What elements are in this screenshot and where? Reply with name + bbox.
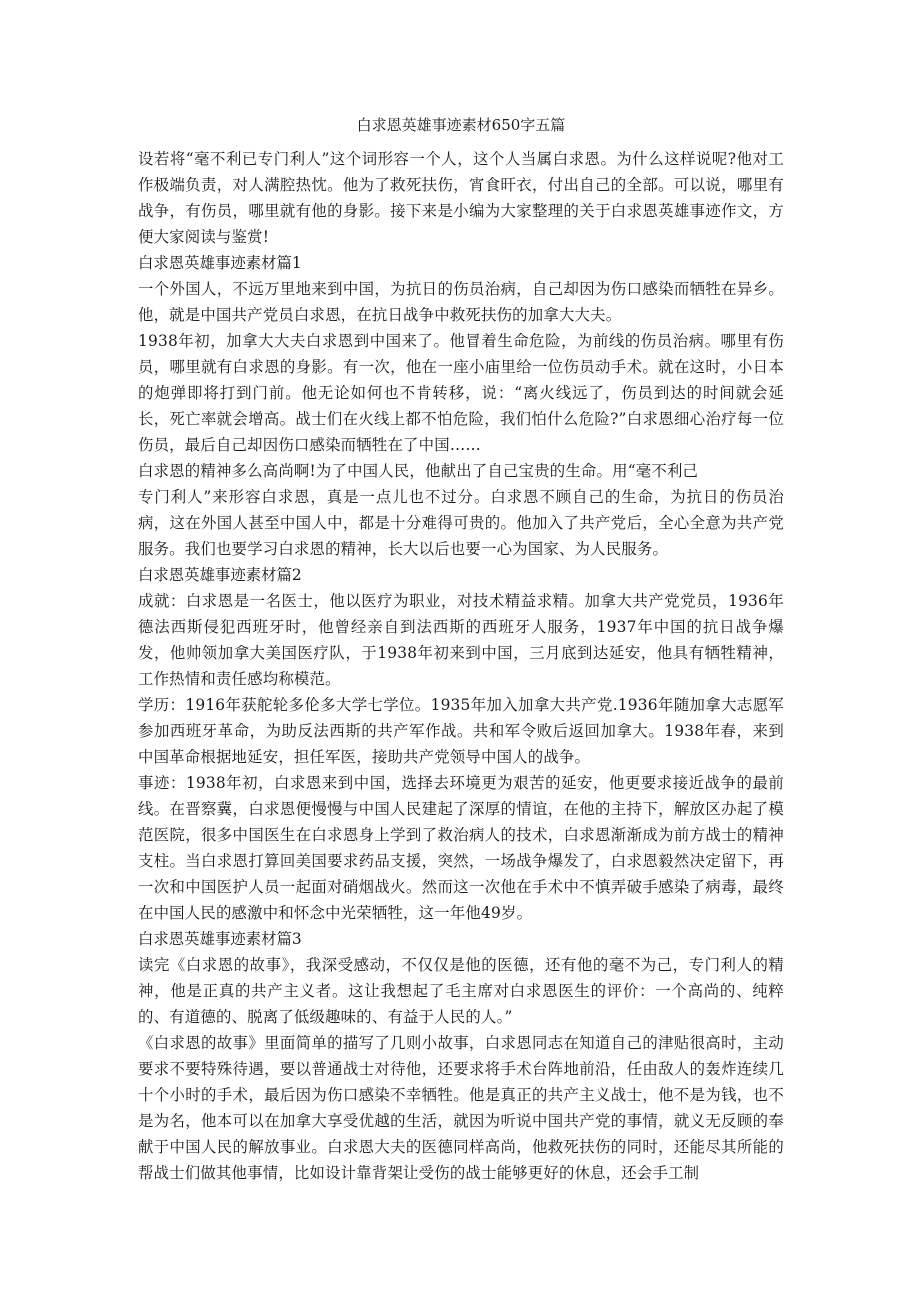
section-1-paragraph-1: 一个外国人，不远万里地来到中国，为抗日的伤员治病，自己却因为伤口感染而牺牲在异乡。他，就是中国共产党员白求恩，在抗日战争中救死扶伤的加拿大大夫。 — [138, 280, 784, 324]
section-2-paragraph-2: 学历：1916年获舵轮多伦多大学七学位。1935年加入加拿大共产党.1936年随加拿大志愿军参加西班牙革命，为助反法西斯的共产军作战。共和军令败后返回加拿大。1938年春，来到中国革命根据地延安，担任军医，接助共产党领导中国人的战争。 — [138, 696, 784, 766]
section-heading-3: 白求恩英雄事迹素材篇3 — [138, 930, 302, 948]
section-3-paragraph-1: 读完《白求恩的故事》，我深受感动，不仅仅是他的医德，还有他的毫不为己，专门利人的精神，他是正真的共产主义者。这让我想起了毛主席对白求恩医生的评价：一个高尚的、纯粹的、有道德的、脱离了低级趣味的、有益于人民的人。” — [138, 956, 784, 1026]
section-heading-1: 白求恩英雄事迹素材篇1 — [138, 254, 302, 272]
intro-paragraph: 设若将“毫不利已专门利人”这个词形容一个人，这个人当属白求恩。为什么这样说呢?他对工作极端负责，对人满腔热忱。他为了救死扶伤，宵食旰衣，付出自己的全部。可以说，哪里有战争，有伤员，哪里就有他的身影。接下来是小编为大家整理的关于白求恩英雄事迹作文，方便大家阅读与鉴赏! — [138, 150, 784, 246]
section-2-paragraph-3: 事迹：1938年初，白求恩来到中国，选择去环境更为艰苦的延安，他更要求接近战争的最前线。在晋察冀，白求恩便慢慢与中国人民建起了深厚的情谊，在他的主持下，解放区办起了模范医院，很多中国医生在白求恩身上学到了救治病人的技术，白求恩渐渐成为前方战士的精神支柱。当白求恩打算回美国要求药品支援，突然，一场战争爆发了，白求恩毅然决定留下，再一次和中国医护人员一起面对硝烟战火。然而这一次他在手术中不慎弄破手感染了病毒，最终在中国人民的感激中和怀念中光荣牺牲，这一年他49岁。 — [138, 774, 784, 922]
section-3-paragraph-2: 《白求恩的故事》里面简单的描写了几则小故事，白求恩同志在知道自己的津贴很高时，主动要求不要特殊待遇，要以普通战士对待他，还要求将手术台阵地前沿，任由敌人的轰炸连续几十个小时的手术，最后因为伤口感染不幸牺牲。他是真正的共产主义战士，他不是为钱，也不是为名，他本可以在加拿大享受优越的生活，就因为听说中国共产党的事情，就义无反顾的奉献于中国人民的解放事业。白求恩大夫的医德同样高尚，他救死扶伤的同时，还能尽其所能的帮战士们做其他事情，比如设计靠背架让受伤的战士能够更好的休息，还会手工制 — [138, 1034, 784, 1182]
section-2-paragraph-1: 成就：白求恩是一名医士，他以医疗为职业，对技术精益求精。加拿大共产党党员，1936年德法西斯侵犯西班牙时，他曾经亲自到法西斯的西班牙人服务，1937年中国的抗日战争爆发，他帅领加拿大美国医疗队，于1938年初来到中国，三月底到达延安，他具有牺牲精神，工作热情和责任感均称模范。 — [138, 592, 784, 688]
section-1-paragraph-3: 白求恩的精神多么高尚啊!为了中国人民，他献出了自己宝贵的生命。用“毫不利己 专门利人”来形容白求恩，真是一点儿也不过分。白求恩不顾自己的生命，为抗日的伤员治病，这在外国人甚至中国人中，都是十分难得可贵的。他加入了共产党后，全心全意为共产党服务。我们也要学习白求恩的精神，长大以后也要一心为国家、为人民服务。 — [138, 462, 784, 558]
document-title: 白求恩英雄事迹素材650字五篇 — [356, 116, 566, 134]
document-page — [138, 112, 784, 1186]
section-heading-2: 白求恩英雄事迹素材篇2 — [138, 566, 302, 584]
section-1-paragraph-2: 1938年初，加拿大大夫白求恩到中国来了。他冒着生命危险，为前线的伤员治病。哪里有伤员，哪里就有白求恩的身影。有一次，他在一座小庙里给一位伤员动手术。就在这时，小日本的炮弹即将打到门前。他无论如何也不肯转移，说：“离火线远了，伤员到达的时间就会延长，死亡率就会增高。战士们在火线上都不怕危险，我们怕什么危险?”白求恩细心治疗每一位伤员，最后自己却因伤口感染而牺牲在了中国…… — [138, 332, 784, 454]
